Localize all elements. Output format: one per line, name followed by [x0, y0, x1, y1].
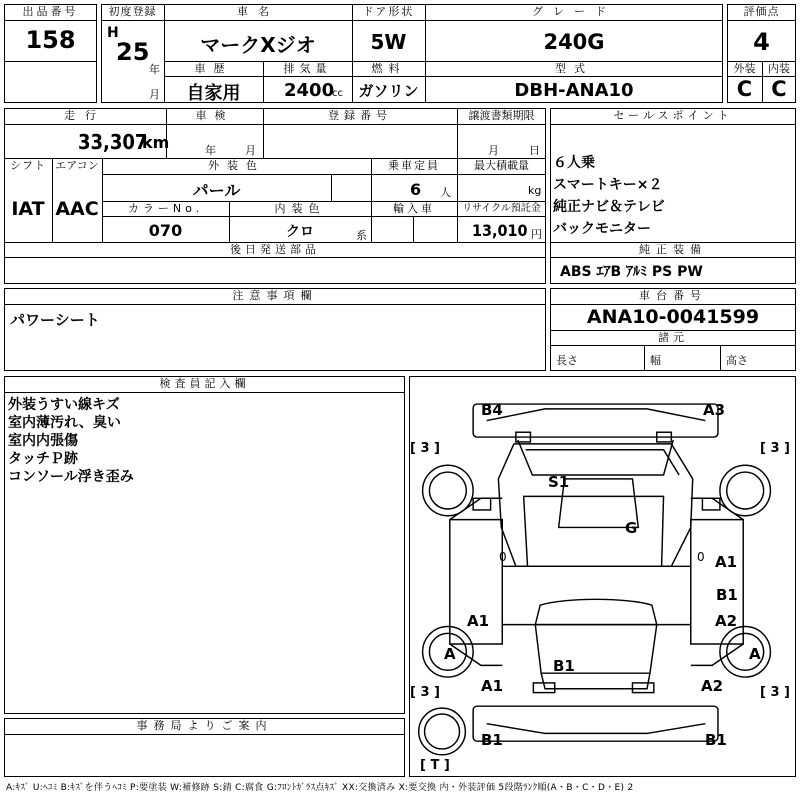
- type-value: DBH-ANA10: [514, 80, 634, 101]
- damage-b4: B4: [481, 401, 503, 419]
- door-value: 5W: [370, 30, 407, 54]
- office-label: 事務局よりご案内: [136, 719, 273, 732]
- interior-value: C: [771, 77, 787, 101]
- damage-a1-left: A1: [467, 612, 490, 630]
- color-no-value: 070: [148, 221, 183, 240]
- equip-label: 純正装備: [639, 243, 707, 256]
- damage-a2-bottom-right: A2: [701, 677, 724, 695]
- damage-a3: A3: [703, 401, 726, 419]
- capacity-label: 乗車定員: [388, 159, 440, 172]
- sales-point-2: スマートキー×２: [553, 177, 663, 193]
- lot-no-value: 158: [25, 26, 76, 54]
- inspector-line-1: 外装うすい線キズ: [8, 397, 120, 413]
- tire-front-left: [ 3 ]: [410, 441, 440, 456]
- zero-right: 0: [697, 550, 705, 564]
- import-label: 輸入車: [393, 202, 435, 215]
- ac-label: エアコン: [55, 159, 99, 172]
- recycle-unit: 円: [531, 228, 542, 241]
- sales-point-1: ６人乗: [553, 155, 595, 171]
- mileage-label: 走行: [64, 109, 106, 122]
- plate-label: 登録番号: [328, 109, 392, 122]
- damage-a2-right: A2: [715, 612, 738, 630]
- first-reg-label: 初度登録: [108, 5, 157, 18]
- model-value: マークXジオ: [200, 33, 316, 57]
- doc-month-unit: 月: [488, 144, 499, 157]
- sales-point-label: セールスポイント: [613, 109, 733, 122]
- int-color-label: 内装色: [274, 202, 326, 215]
- color-label: 外装色: [208, 159, 265, 172]
- history-value: 自家用: [186, 83, 241, 104]
- tire-front-right: [ 3 ]: [760, 441, 790, 456]
- int-color-value: クロ: [286, 224, 314, 240]
- car-diagram: [409, 376, 785, 777]
- notes-label: 注意事項欄: [232, 289, 318, 302]
- grade-value: 240G: [543, 30, 605, 54]
- width-label: 幅: [650, 354, 661, 367]
- notes-text: パワーシート: [10, 311, 100, 329]
- chassis-value: ANA10-0041599: [586, 306, 760, 328]
- inspector-line-3: 室内内張傷: [8, 433, 78, 449]
- type-label: 型式: [555, 62, 593, 75]
- zero-left: 0: [499, 550, 507, 564]
- damage-a1-right: A1: [715, 553, 738, 571]
- fuel-label: 燃料: [371, 62, 406, 75]
- exterior-label: 外装: [733, 62, 756, 75]
- score-value: 4: [753, 28, 770, 56]
- mileage-value: 33,307: [78, 130, 148, 154]
- era-value: H: [107, 25, 119, 41]
- inspection-label: 車検: [195, 109, 234, 122]
- damage-a1-bottom-left: A1: [481, 677, 504, 695]
- color-no-label: カラーNo.: [127, 202, 204, 215]
- year-unit: 年: [149, 63, 160, 76]
- sales-point-4: バックモニター: [553, 221, 651, 237]
- int-color-unit: 系: [356, 229, 367, 242]
- damage-b1-right: B1: [716, 586, 738, 604]
- chassis-label: 車台番号: [639, 289, 707, 302]
- displacement-value: 2400: [284, 80, 335, 101]
- load-label: 最大積載量: [474, 159, 529, 172]
- sales-point-3: 純正ナビ＆テレビ: [553, 199, 665, 215]
- load-unit: kg: [528, 184, 542, 197]
- lot-no-label: 出品番号: [22, 5, 79, 18]
- door-label: ドア形状: [362, 5, 415, 18]
- fuel-value: ガソリン: [358, 82, 419, 100]
- capacity-value: 6: [410, 180, 422, 199]
- recycle-label: リサイクル預託金: [462, 203, 541, 214]
- ac-value: AAC: [55, 198, 99, 220]
- doc-deadline-label: 譲渡書類期限: [468, 109, 535, 122]
- shift-value: IAT: [11, 198, 45, 220]
- damage-a-right-wheel: A: [749, 645, 761, 663]
- insp-year-unit: 年: [205, 144, 216, 157]
- damage-b1-center: B1: [553, 657, 575, 675]
- displacement-unit: cc: [332, 88, 343, 99]
- inspector-line-4: タッチＰ跡: [8, 451, 78, 467]
- legend-text: A:ｷｽﾞ U:ﾍｺﾐ B:ｷｽﾞを伴うﾍｺﾐ P:要塗装 W:補修跡 S:錆 C:腐食 G:ﾌﾛﾝﾄｶﾞﾗｽ点ｷｽﾞ XX:交換済み X:要交換 内・外装評価 5段階ﾗﾝｸ順(A・B・C・D・E) 2: [6, 783, 634, 793]
- inspector-label: 検査員記入欄: [159, 377, 250, 390]
- history-label: 車歴: [194, 62, 233, 75]
- recycle-value: 13,010: [472, 221, 528, 240]
- spare-tire: [ T ]: [420, 758, 450, 773]
- equip-value: ABS ｴｱB ｱﾙﾐ PS PW: [560, 264, 703, 280]
- damage-g: G: [625, 519, 638, 537]
- shift-label: シフト: [10, 159, 46, 172]
- tire-rear-left: [ 3 ]: [410, 685, 440, 700]
- damage-b1-bottom-left: B1: [481, 731, 503, 749]
- later-parts-label: 後日発送部品: [230, 243, 320, 256]
- insp-month-unit: 月: [245, 144, 256, 157]
- exterior-value: C: [736, 77, 753, 101]
- dims-label: 諸元: [658, 331, 688, 344]
- mileage-unit: km: [142, 133, 170, 152]
- damage-s1: S1: [548, 473, 570, 491]
- color-value: パール: [192, 181, 241, 200]
- inspector-line-5: コンソール浮き歪み: [8, 469, 134, 485]
- reg-year-value: 25: [116, 38, 150, 66]
- score-label: 評価点: [743, 5, 780, 18]
- height-label: 高さ: [726, 354, 748, 367]
- grade-label: グレード: [532, 5, 616, 18]
- inspector-line-2: 室内薄汚れ、臭い: [8, 415, 121, 431]
- displacement-label: 排気量: [283, 62, 332, 75]
- capacity-unit: 人: [440, 186, 451, 199]
- damage-a-left-wheel: A: [444, 645, 456, 663]
- damage-b1-bottom-right: B1: [705, 731, 727, 749]
- month-unit: 月: [149, 88, 160, 101]
- length-label: 長さ: [556, 354, 578, 367]
- tire-rear-right: [ 3 ]: [760, 685, 790, 700]
- model-label: 車名: [237, 5, 279, 18]
- interior-label: 内装: [768, 62, 790, 75]
- doc-day-unit: 日: [529, 144, 540, 157]
